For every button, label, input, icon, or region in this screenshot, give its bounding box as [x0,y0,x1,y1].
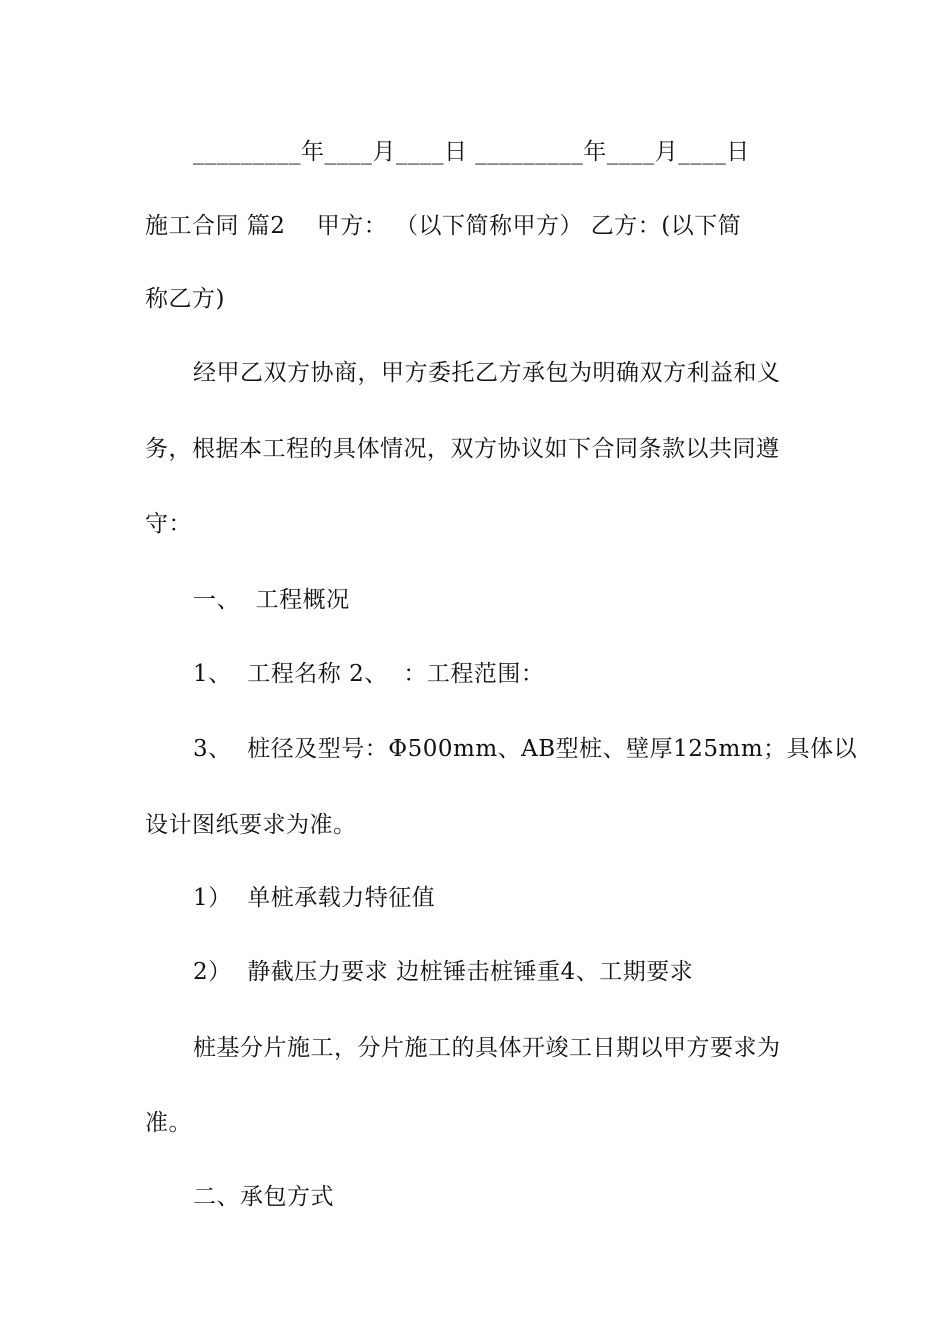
contract-heading-continuation: 称乙方) [145,286,225,312]
intro-paragraph-line-2: 务，根据本工程的具体情况，双方协议如下合同条款以共同遵 [145,436,780,462]
signature-date-line: _________年____月____日 _________年____月____日 [193,139,750,165]
contract-heading-line: 施工合同 篇2 甲方： （以下简称甲方） 乙方：(以下简 [145,213,742,239]
item-project-name-scope: 1、 工程名称 2、 ：工程范围： [193,661,545,687]
item-pile-diameter-type: 3、 桩径及型号：Φ500mm、AB型桩、壁厚125mm；具体以 [193,736,858,762]
intro-paragraph-line-1: 经甲乙双方协商，甲方委托乙方承包为明确双方利益和义 [193,360,781,386]
schedule-paragraph-line-2: 准。 [145,1110,192,1136]
schedule-paragraph-line-1: 桩基分片施工，分片施工的具体开竣工日期以甲方要求为 [193,1035,781,1061]
subitem-single-pile-capacity: 1） 单桩承载力特征值 [193,885,436,911]
section-heading-contract-method: 二、承包方式 [193,1184,334,1210]
subitem-static-pressure: 2） 静截压力要求 边桩锤击桩锤重4、工期要求 [193,959,694,985]
section-heading-project-overview: 一、 工程概况 [193,587,350,613]
intro-paragraph-line-3: 守： [145,511,192,537]
item-pile-diameter-type-continuation: 设计图纸要求为准。 [145,812,357,838]
